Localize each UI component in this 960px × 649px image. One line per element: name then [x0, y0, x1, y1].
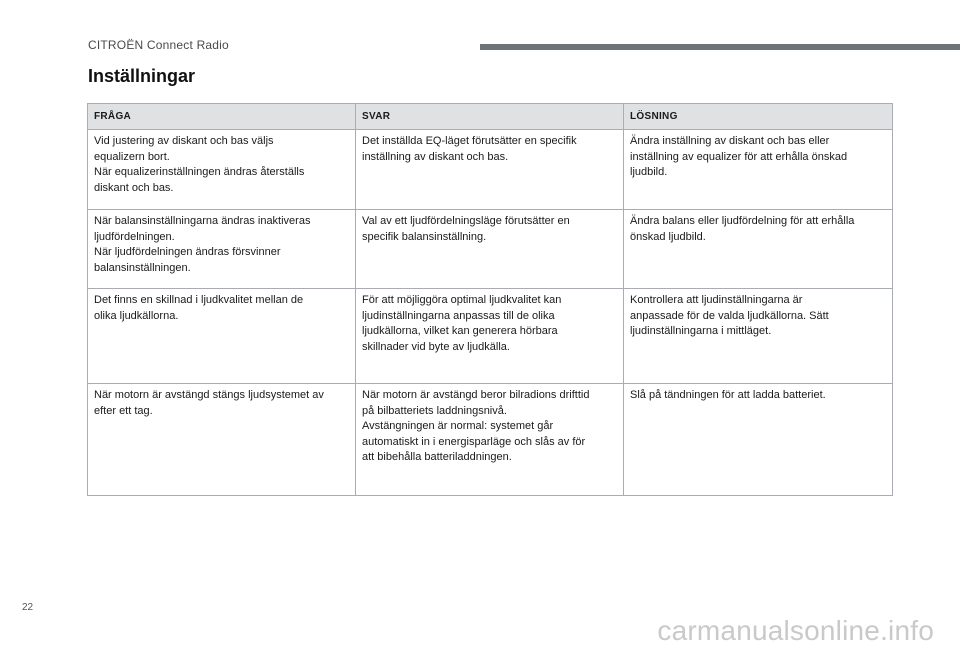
question-cell	[88, 289, 356, 384]
cell-text: inställning av diskant och bas.	[362, 150, 509, 163]
cell-text: specifik balansinställning.	[362, 230, 487, 243]
solution-cell	[624, 289, 893, 384]
cell-text: önskad ljudbild.	[630, 230, 706, 243]
solution-cell	[624, 130, 893, 210]
cell-text: anpassade för de valda ljudkällorna. Sätt	[630, 309, 829, 322]
table-row	[88, 289, 893, 384]
cell-text: automatiskt in i energisparläge och slås av för	[362, 435, 586, 448]
cell-text: Ändra balans eller ljudfördelning för att erhålla	[630, 215, 855, 227]
cell-text: ljudkällorna, vilket kan generera hörbara	[362, 325, 558, 337]
cell-text: Det finns en skillnad i ljudkvalitet mellan de	[94, 294, 304, 306]
cell-text: olika ljudkällorna.	[94, 309, 179, 322]
cell-text: diskant och bas.	[94, 181, 174, 194]
cell-text: Vid justering av diskant och bas väljs	[94, 135, 274, 147]
watermark: carmanualsonline.info	[657, 615, 934, 646]
cell-text: Avstängningen är normal: systemet går	[362, 420, 554, 432]
page-number: 22	[22, 602, 34, 613]
page-title: Inställningar	[88, 66, 196, 86]
cell-text: När equalizerinställningen ändras återställs	[94, 166, 305, 178]
cell-text: ljudinställningarna i mittläget.	[630, 325, 772, 337]
answer-cell	[356, 210, 624, 289]
cell-text: Kontrollera att ljudinställningarna är	[630, 294, 803, 306]
cell-text: Det inställda EQ-läget förutsätter en specifik	[362, 135, 577, 147]
cell-text: skillnader vid byte av ljudkälla.	[362, 340, 510, 353]
cell-text: ljudfördelningen.	[94, 230, 175, 243]
solution-cell	[624, 210, 893, 289]
cell-text: När balansinställningarna ändras inaktiveras	[94, 215, 311, 227]
cell-text: Val av ett ljudfördelningsläge förutsätter en	[362, 215, 570, 227]
cell-text: inställning av equalizer för att erhålla önskad	[630, 150, 848, 163]
table-row	[88, 384, 893, 496]
cell-text: Ändra inställning av diskant och bas eller	[630, 135, 830, 147]
column-header-question: FRÅGA	[88, 104, 356, 130]
cell-text: ljudbild.	[630, 166, 668, 178]
cell-text: När motorn är avstängd stängs ljudsystemet av	[94, 389, 324, 401]
cell-text: När motorn är avstängd beror bilradions drifttid	[362, 389, 590, 401]
table-row	[88, 210, 893, 289]
cell-text: När ljudfördelningen ändras försvinner	[94, 246, 281, 258]
troubleshooting-table	[87, 103, 893, 496]
answer-cell	[356, 289, 624, 384]
table-header-row	[88, 104, 893, 130]
header-bar	[480, 44, 960, 50]
solution-cell	[624, 384, 893, 496]
cell-text: att bibehålla batteriladdningen.	[362, 451, 512, 463]
answer-cell	[356, 130, 624, 210]
question-cell	[88, 384, 356, 496]
cell-text: balansinställningen.	[94, 261, 191, 274]
brand-header: CITROËN Connect Radio	[88, 38, 229, 52]
cell-text: på bilbatteriets laddningsnivå.	[362, 404, 507, 417]
cell-text: Slå på tändningen för att ladda batteriet.	[630, 389, 826, 401]
cell-text: efter ett tag.	[94, 404, 153, 417]
column-header-solution: LÖSNING	[624, 104, 893, 130]
column-header-answer: SVAR	[356, 104, 624, 130]
table-row	[88, 130, 893, 210]
cell-text: ljudinställningarna anpassas till de olika	[362, 309, 555, 322]
answer-cell	[356, 384, 624, 496]
question-cell	[88, 130, 356, 210]
question-cell	[88, 210, 356, 289]
cell-text: equalizern bort.	[94, 150, 170, 163]
cell-text: För att möjliggöra optimal ljudkvalitet kan	[362, 294, 562, 306]
